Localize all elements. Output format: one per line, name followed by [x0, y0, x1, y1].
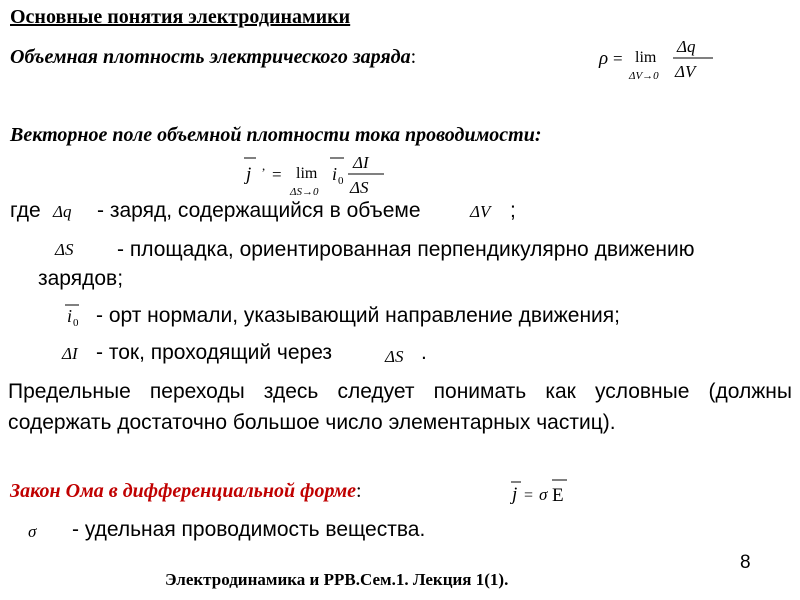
ds-text-cont: зарядов; — [38, 267, 124, 290]
di-suffix: . — [421, 341, 427, 364]
svg-text:,: , — [262, 158, 266, 173]
dq-symbol: Δq — [53, 202, 72, 221]
ohm-colon: : — [356, 480, 362, 502]
ohm-heading: Закон Ома в дифференциальной форме — [10, 480, 357, 502]
dq-text: - заряд, содержащийся в объеме — [97, 199, 421, 222]
svg-text:Δq: Δq — [677, 37, 696, 56]
svg-text:=: = — [524, 487, 534, 504]
ds-symbol: ΔS — [55, 240, 74, 259]
charge-density-colon: : — [410, 46, 417, 68]
ohm-formula — [505, 476, 585, 508]
svg-text:0: 0 — [338, 175, 344, 187]
ohm-heading-row — [10, 480, 362, 503]
svg-text:j: j — [512, 484, 518, 505]
svg-text:E: E — [552, 485, 564, 506]
svg-text:ΔV→0: ΔV→0 — [629, 70, 659, 82]
page-number: 8 — [740, 552, 751, 573]
svg-text:=: = — [613, 49, 623, 68]
sigma-text: - удельная проводимость вещества. — [72, 518, 426, 541]
charge-density-formula — [595, 32, 730, 84]
charge-density-heading-row — [10, 46, 416, 69]
svg-text:0: 0 — [73, 317, 79, 329]
dv-suffix: ; — [510, 199, 516, 222]
di-symbol: ΔI — [62, 344, 78, 363]
svg-text:=: = — [272, 165, 282, 184]
sigma-symbol: σ — [28, 522, 37, 541]
svg-text:σ: σ — [539, 485, 548, 504]
dv-symbol: ΔV — [470, 202, 491, 221]
svg-text:ΔS: ΔS — [350, 178, 369, 197]
ds2-symbol: ΔS — [385, 347, 404, 366]
i0-text: - орт нормали, указывающий направление движения; — [96, 304, 620, 327]
svg-text:lim: lim — [635, 49, 657, 66]
svg-text:ΔS→0: ΔS→0 — [290, 186, 319, 198]
limit-transitions-note: Предельные переходы здесь следует понимать как условные (должны содержать достаточно большое число элементарных частиц). — [8, 380, 792, 434]
i0-symbol — [62, 300, 88, 330]
svg-text:i: i — [332, 164, 338, 184]
ds-text: - площадка, ориентированная перпендикулярно движению — [117, 238, 695, 261]
svg-text:i: i — [67, 306, 73, 326]
svg-text:lim: lim — [296, 165, 318, 182]
di-text: - ток, проходящий через — [96, 341, 333, 364]
slide-title: Основные понятия электродинамики — [10, 6, 351, 28]
svg-text:j: j — [246, 164, 252, 185]
current-density-formula — [238, 148, 398, 200]
charge-density-heading: Объемная плотность электрического заряда — [10, 46, 411, 68]
where-label: где — [10, 199, 41, 222]
svg-text:ΔI: ΔI — [353, 153, 369, 172]
slide-footer: Электродинамика и РРВ.Сем.1. Лекция 1(1). — [165, 570, 509, 589]
current-density-heading: Векторное поле объемной плотности тока проводимости: — [10, 124, 542, 146]
svg-text:ΔV: ΔV — [675, 62, 696, 81]
svg-text:ρ: ρ — [599, 48, 609, 69]
